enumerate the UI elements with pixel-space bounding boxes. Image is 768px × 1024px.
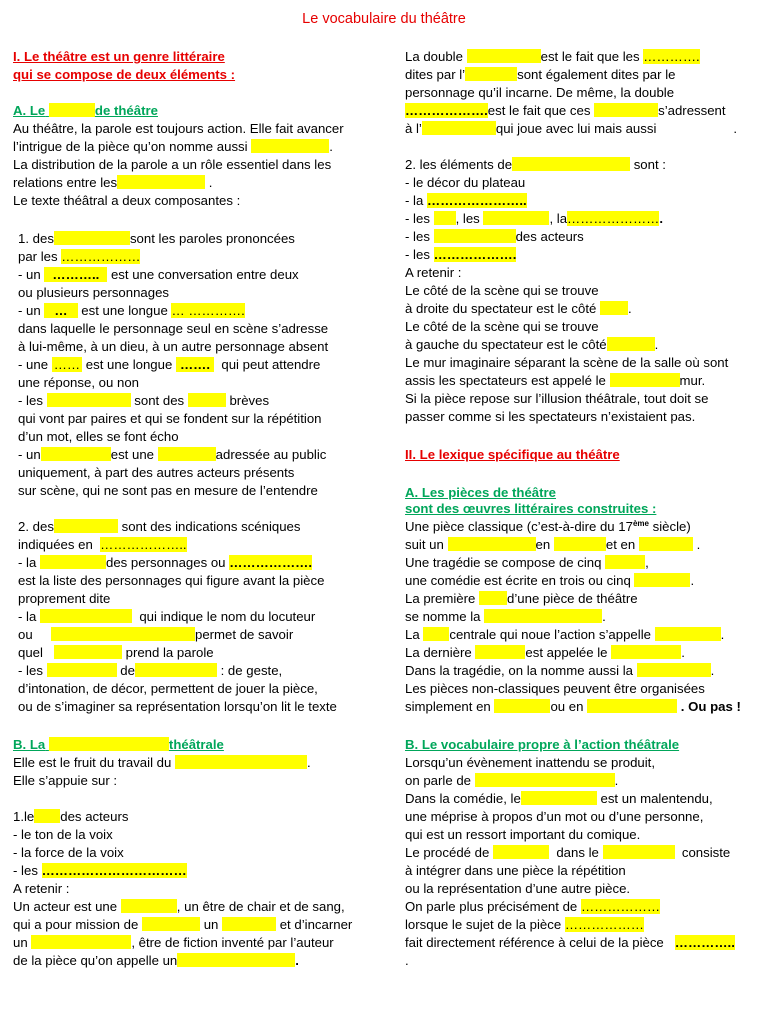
blank-field[interactable]: …… (53, 357, 81, 372)
text-line: relations entre les . (13, 175, 213, 190)
blank-field[interactable] (521, 791, 597, 805)
blank-field[interactable] (47, 393, 131, 407)
text-line: à intégrer dans une pièce la répétition (405, 863, 626, 878)
text-line: d’un mot, elles se font écho (18, 429, 179, 444)
text-line: proprement dite (18, 591, 111, 606)
blank-field[interactable] (49, 103, 95, 117)
text-line: est la liste des personnages qui figure avant la pièce (18, 573, 325, 588)
section-heading-1-cont: qui se compose de deux éléments : (13, 67, 236, 82)
text-line: - la qui indique le nom du locuteur (18, 609, 316, 624)
blank-field[interactable] (40, 555, 106, 569)
text-line: dans laquelle le personnage seul en scène s’adresse (18, 321, 329, 336)
blank-field[interactable] (142, 917, 200, 931)
text-line: ou la représentation d’une autre pièce. (405, 881, 631, 896)
text-line: Lorsqu’un évènement inattendu se produit, (405, 755, 656, 770)
text-line: par les ……………… (18, 249, 141, 264)
subheading-a: A. Le de théâtre (13, 103, 158, 118)
text-line: ou permet de savoir (18, 627, 294, 642)
blank-field[interactable] (465, 67, 517, 81)
blank-field[interactable] (31, 935, 131, 949)
text-line: une méprise à propos d’un mot ou d’une personne, (405, 809, 704, 824)
subheading-ii-a-cont: sont des œuvres littéraires construites : (405, 501, 657, 516)
text-line: à gauche du spectateur est le côté . (405, 337, 659, 352)
blank-field[interactable] (610, 373, 680, 387)
text-line: suit un en et en . (405, 537, 701, 552)
text-line: un , être de fiction inventé par l’auteur (13, 935, 334, 950)
blank-field[interactable] (434, 229, 516, 243)
text-line: qui a pour mission de un et d’incarner (13, 917, 353, 932)
text-line: Le mur imaginaire séparant la scène de la salle où sont (405, 355, 729, 370)
text-line: - un est une adressée au public (18, 447, 327, 462)
text-line: Elle est le fruit du travail du . (13, 755, 311, 770)
page-title: Le vocabulaire du théâtre (302, 11, 466, 27)
blank-field[interactable]: ……………… (61, 249, 141, 264)
text-line: Si la pièce repose sur l’illusion théâtrale, tout doit se (405, 391, 709, 406)
blank-field[interactable] (493, 845, 549, 859)
blank-field[interactable] (607, 337, 655, 351)
text-line: On parle plus précisément de ……………… (405, 899, 661, 914)
blank-field[interactable]: ………………….. (427, 193, 527, 208)
blank-field[interactable]: … (44, 303, 77, 318)
text-line: fait directement référence à celui de la pièce ………….. (405, 935, 735, 950)
blank-field[interactable] (603, 845, 675, 859)
text-line: Une tragédie se compose de cinq , (405, 555, 649, 570)
text-line: sur scène, qui ne sont pas en mesure de l’entendre (18, 483, 318, 498)
blank-field[interactable] (135, 663, 217, 677)
text-line: - les …………………………… (13, 863, 187, 878)
blank-field[interactable]: ……….. (44, 267, 107, 282)
text-line: Elle s’appuie sur : (13, 773, 118, 788)
blank-field[interactable] (594, 103, 658, 117)
blank-field[interactable] (611, 645, 681, 659)
blank-field[interactable]: ………….. (674, 935, 735, 950)
blank-field[interactable] (40, 609, 132, 623)
blank-field[interactable] (121, 899, 177, 913)
text-line: d’intonation, de décor, permettent de jouer la pièce, (18, 681, 318, 696)
blank-field[interactable] (47, 663, 117, 677)
text-line: lorsque le sujet de la pièce ……………… (405, 917, 644, 932)
blank-field[interactable] (484, 609, 602, 623)
text-line: assis les spectateurs est appelé le mur. (405, 373, 706, 388)
text-line: à l’ qui joue avec lui mais aussi . (405, 121, 738, 136)
section-heading-1: I. Le théâtre est un genre littéraire (13, 49, 225, 64)
subheading-ii-b: B. Le vocabulaire propre à l’action théâtrale (405, 737, 680, 752)
text-line: Le texte théâtral a deux composantes : (13, 193, 241, 208)
blank-field[interactable]: ………………. (433, 247, 517, 262)
blank-field[interactable]: ……. (176, 357, 214, 372)
text-line: La distribution de la parole a un rôle essentiel dans les (13, 157, 332, 172)
text-line: - un … est une longue … …………. (18, 303, 245, 318)
text-line: se nomme la . (405, 609, 606, 624)
superscript: ème (632, 519, 649, 528)
text-line: qui est un ressort important du comique. (405, 827, 641, 842)
blank-field[interactable] (479, 591, 507, 605)
blank-field[interactable] (54, 519, 118, 533)
text-line: ou de s’imaginer sa représentation lorsqu’on lit le texte (18, 699, 337, 714)
text-line: A retenir : (13, 881, 70, 896)
text-line: Le procédé de dans le consiste (405, 845, 731, 860)
text-line: l’intrigue de la pièce qu’on nomme aussi . (13, 139, 333, 154)
text-line: une réponse, ou non (18, 375, 139, 390)
text-line: Une pièce classique (c’est-à-dire du 17ème siècle) (405, 519, 691, 534)
blank-field[interactable] (434, 211, 456, 225)
text-line: qui vont par paires et qui se fondent sur la répétition (18, 411, 322, 426)
text-line: - le décor du plateau (405, 175, 526, 190)
text-line: 2. des sont des indications scéniques (18, 519, 301, 534)
blank-field[interactable] (467, 49, 541, 63)
text-line: La première d’une pièce de théâtre (405, 591, 638, 606)
blank-field[interactable] (422, 121, 496, 135)
text-line: passer comme si les spectateurs n’existaient pas. (405, 409, 696, 424)
text-line: uniquement, à part des autres acteurs présents (18, 465, 295, 480)
text-line: simplement en ou en . Ou pas ! (405, 699, 741, 714)
blank-field[interactable]: …………. (643, 49, 700, 64)
blank-field[interactable] (177, 953, 295, 967)
text-line: Le côté de la scène qui se trouve (405, 283, 599, 298)
blank-field[interactable]: ……………… (580, 899, 661, 914)
blank-field[interactable] (49, 737, 169, 751)
text-line: . (405, 953, 409, 968)
blank-field[interactable] (554, 537, 606, 551)
blank-field[interactable] (175, 755, 307, 769)
blank-field[interactable] (637, 663, 711, 677)
text-line: - les sont des brèves (18, 393, 270, 408)
blank-field[interactable] (512, 157, 630, 171)
blank-field[interactable] (448, 537, 536, 551)
text-line: Dans la comédie, le est un malentendu, (405, 791, 713, 806)
text-line: de la pièce qu’on appelle un . (13, 953, 299, 968)
blank-field[interactable] (54, 645, 122, 659)
blank-field[interactable] (222, 917, 276, 931)
blank-field[interactable] (494, 699, 550, 713)
text-line: ou plusieurs personnages (18, 285, 170, 300)
blank-field[interactable] (54, 231, 130, 245)
text-line: - les de : de geste, (18, 663, 283, 678)
blank-field[interactable]: ………………. (229, 555, 312, 570)
text-line: - un ……….. est une conversation entre deux (18, 267, 299, 282)
text-line: - la force de la voix (13, 845, 124, 860)
text-line: - la ………………….. (405, 193, 527, 208)
text-line: Un acteur est une , un être de chair et de sang, (13, 899, 345, 914)
text-line: on parle de . (405, 773, 619, 788)
blank-field[interactable]: …………………………… (41, 863, 187, 878)
text-line: Les pièces non-classiques peuvent être organisées (405, 681, 705, 696)
text-line: 1.le des acteurs (13, 809, 129, 824)
blank-field[interactable] (605, 555, 645, 569)
text-line: quel prend la parole (18, 645, 214, 660)
blank-field[interactable] (51, 627, 195, 641)
text-line: Dans la tragédie, on la nomme aussi la . (405, 663, 715, 678)
text-line: à lui-même, à un dieu, à un autre personnage absent (18, 339, 329, 354)
blank-field[interactable]: ………………. (405, 103, 488, 118)
blank-field[interactable] (475, 773, 615, 787)
blank-field[interactable] (423, 627, 449, 641)
text-line: - une …… est une longue ……. qui peut attendre (18, 357, 321, 372)
text-line: 2. les éléments de sont : (405, 157, 666, 172)
blank-field[interactable]: ……………….. (100, 537, 187, 552)
text-line: La double est le fait que les …………. (405, 49, 700, 64)
text-line: - les ………………. (405, 247, 517, 262)
text-line: La centrale qui noue l’action s’appelle . (405, 627, 725, 642)
text-line: - le ton de la voix (13, 827, 113, 842)
text-line: Au théâtre, la parole est toujours action. Elle fait avancer (13, 121, 344, 136)
blank-field[interactable]: … …………. (171, 303, 245, 318)
blank-field[interactable] (483, 211, 549, 225)
blank-field[interactable] (600, 301, 628, 315)
section-heading-2: II. Le lexique spécifique au théâtre (405, 447, 620, 462)
text-line: une comédie est écrite en trois ou cinq . (405, 573, 695, 588)
blank-field[interactable] (158, 447, 216, 461)
subheading-ii-a: A. Les pièces de théâtre (405, 485, 556, 500)
blank-field[interactable] (117, 175, 205, 189)
text-line: personnage qu’il incarne. De même, la double (405, 85, 675, 100)
text-line: - la des personnages ou ………………. (18, 555, 312, 570)
blank-field[interactable]: ……………… (564, 917, 644, 932)
blank-field[interactable] (41, 447, 111, 461)
text-line: 1. des sont les paroles prononcées (18, 231, 295, 246)
blank-field[interactable] (251, 139, 329, 153)
blank-field[interactable]: ………………… (567, 211, 660, 226)
text-line: indiquées en ……………….. (18, 537, 187, 552)
text-line: - les des acteurs (405, 229, 584, 244)
text-line: La dernière est appelée le . (405, 645, 685, 660)
text-line: - les , les , la…………………. (405, 211, 664, 226)
text-line: Le côté de la scène qui se trouve (405, 319, 599, 334)
text-line: à droite du spectateur est le côté . (405, 301, 632, 316)
blank-field[interactable] (587, 699, 677, 713)
blank-field[interactable] (655, 627, 721, 641)
text-line: dites par l’ sont également dites par le (405, 67, 676, 82)
blank-field[interactable] (634, 573, 690, 587)
blank-field[interactable] (34, 809, 60, 823)
blank-field[interactable] (475, 645, 525, 659)
text-line: A retenir : (405, 265, 462, 280)
blank-field[interactable] (639, 537, 693, 551)
text-line: ……………….est le fait que ces s’adressent (405, 103, 726, 118)
subheading-b: B. La théâtrale (13, 737, 224, 752)
blank-field[interactable] (188, 393, 226, 407)
